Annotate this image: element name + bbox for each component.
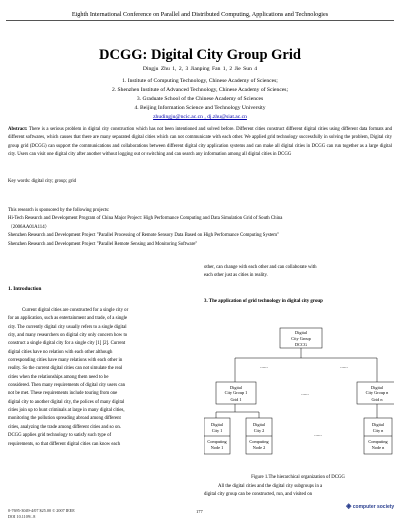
grid-label: Grid n — [371, 397, 383, 402]
body-line: Current digital cities are constructed for a single city or — [8, 307, 196, 315]
affiliation-4: 4. Beijing Information Science and Technology University — [0, 104, 400, 112]
body-line: DCGG applies grid technology to satisfy such type of — [8, 432, 196, 440]
ellipsis: ...... — [301, 392, 309, 397]
computing-node-label: Computing — [249, 439, 269, 444]
computing-node-label: Node 2 — [253, 445, 266, 450]
abstract-line: not communicate with each other. We applied grid technology successfully in solving the problem, Digital city group grid (DCGG) can support — [8, 135, 392, 148]
city-node-label: Digital — [372, 422, 385, 427]
sponsor-line: （2006AA01A114） — [8, 224, 392, 232]
affiliation-2: 2. Shenzhen Institute of Advanced Technology, Chinese Academy of Sciences; — [0, 86, 400, 94]
sponsor-block — [8, 207, 392, 249]
left-column — [8, 307, 196, 449]
sponsor-line: Shenzhen Research and Development Project "Parallel Processing of Remote Sensory Data Based on High Performance Computing System" — [8, 232, 392, 240]
group-node-label: Digital — [230, 385, 243, 390]
body-line: digital city to another digital city, the polices of many digital — [8, 399, 196, 407]
ieee-computer-society-logo — [346, 502, 394, 510]
body-line: cities join up to hunt criminals at large in many digital cities, — [8, 407, 196, 415]
city-node-label: City n — [373, 428, 384, 433]
section-3-heading: 3. The application of grid technology in digital city group — [204, 299, 323, 304]
body-line: monitoring the pollution spreading abroad among different — [8, 415, 196, 423]
body-line: corresponding cities have many relations with each other in — [8, 357, 196, 365]
body-line: not be met. These requirements include touring from one — [8, 390, 196, 398]
grid-label: Grid 1 — [230, 397, 241, 402]
right-column-bottom — [204, 483, 392, 500]
email-line[interactable] — [0, 113, 400, 121]
body-line: cities, analyzing the trade among different cities and so on. — [8, 424, 196, 432]
body-line: digital cities have no relation with each other although — [8, 349, 196, 357]
body-line: All the digital cities and the digital city subgroups in a — [204, 483, 392, 491]
computing-node-label: Computing — [207, 439, 227, 444]
abstract-line: different digital cities using different data formats and different softwares, which causes that there are many separated digital cities which can — [8, 127, 392, 140]
body-line: each other just as cities in reality. — [204, 272, 392, 280]
sponsor-line: Hi-Tech Research and Development Program of China Major Project: High Performance Computing and Data Simulation Grid of South China — [8, 215, 392, 223]
city-node-label: Digital — [253, 422, 266, 427]
computing-node-label: Computing — [368, 439, 388, 444]
body-line: requirements, so that different digital cities can know each — [8, 441, 196, 449]
section-1-heading: 1. Introduction — [8, 286, 41, 292]
paper-title: DCGG: Digital City Group Grid — [0, 47, 400, 64]
body-line: city. The currently digital city usually refers to a single digital — [8, 324, 196, 332]
affiliation-3: 3. Graduate School of the Chinese Academy of Sciences — [0, 95, 400, 103]
body-line: considered. Then many requirements of digital city users can — [8, 382, 196, 390]
top-node-label: Digital — [295, 330, 308, 335]
ellipsis: ...... — [340, 365, 348, 370]
header-rule — [6, 20, 394, 21]
logo-text: computer society — [353, 504, 394, 510]
city-node-label: City 2 — [254, 428, 265, 433]
city-node-label: Digital — [211, 422, 224, 427]
keywords-label: Key words: — [8, 179, 30, 184]
author-list: Dingju Zhu 1, 2, 3 Jianping Fan 1, 2 Jie Sun 4 — [0, 66, 400, 72]
copyright-line: 0-7695-3049-4/07 $25.00 © 2007 IEEE — [8, 508, 75, 514]
conference-header: Eighth International Conference on Parallel and Distributed Computing, Applications and Technologies — [0, 11, 400, 18]
top-node-label: City Group — [291, 336, 310, 341]
right-column-top — [204, 264, 392, 281]
email-link[interactable]: zhudingju@ncic.ac.cn , dj.zhu@siat.ac.cn — [153, 114, 247, 120]
doi-line: DOI 10.1109/..8 — [8, 514, 75, 519]
body-line: construct a single digital city for a single city [1] [2]. Current — [8, 340, 196, 348]
sponsor-line: This research is sponsored by the following projects: — [8, 207, 392, 215]
affiliation-1: 1. Institute of Computing Technology, Chinese Academy of Sciences; — [0, 77, 400, 85]
body-line: city, and many researchers on digital city only concern how to — [8, 332, 196, 340]
body-line: for an application, such as entertainment and trade, of a single — [8, 315, 196, 323]
figure-caption: Figure 1.The hierarchical organization of DCGG — [204, 474, 392, 482]
abstract-line: together as a large digital city. Users can visit one digital city after another without logging out or switching and can search any information — [8, 144, 392, 157]
body-line: other, can change with each other and can collaborate with — [204, 264, 392, 272]
keywords-value: digital city; group; grid — [31, 179, 76, 184]
sponsor-line: Shenzhen Research and Development Project "Parallel Remote Sensing and Monitoring Software" — [8, 241, 392, 249]
footer-copyright — [8, 508, 75, 519]
body-line: digital city group can be constructed, run, and visited on — [204, 491, 392, 499]
hierarchy-figure — [204, 322, 394, 472]
group-node-label: City Group 1 — [225, 390, 248, 395]
ieee-logo-icon: ◈ — [346, 503, 351, 510]
city-node-label: City 1 — [212, 428, 223, 433]
computing-node-label: Node n — [372, 445, 385, 450]
ellipsis: ...... — [314, 433, 322, 438]
abstract — [8, 126, 392, 160]
abstract-line: among all digital cities in DCGG — [228, 152, 292, 157]
abstract-line: the communications and collaborations between different digital city application systems and can make all digital cities in DCGG can run — [72, 144, 341, 149]
top-node-label: DCCG — [295, 342, 307, 347]
ellipsis: ...... — [260, 365, 268, 370]
group-node-label: City Group n — [366, 390, 390, 395]
keywords — [8, 178, 76, 186]
abstract-line: There is a serious problem in digital city construction which has not been intentioned and solved before. Different cities construct — [29, 127, 284, 132]
body-line: reality. So the current digital cities can not simulate the real — [8, 365, 196, 373]
group-node-label: Digital — [371, 385, 384, 390]
body-line: cities when the relationships among them need to be — [8, 374, 196, 382]
abstract-label: Abstract: — [8, 127, 27, 132]
page-number: 177 — [196, 509, 203, 514]
computing-node-label: Node 1 — [211, 445, 224, 450]
